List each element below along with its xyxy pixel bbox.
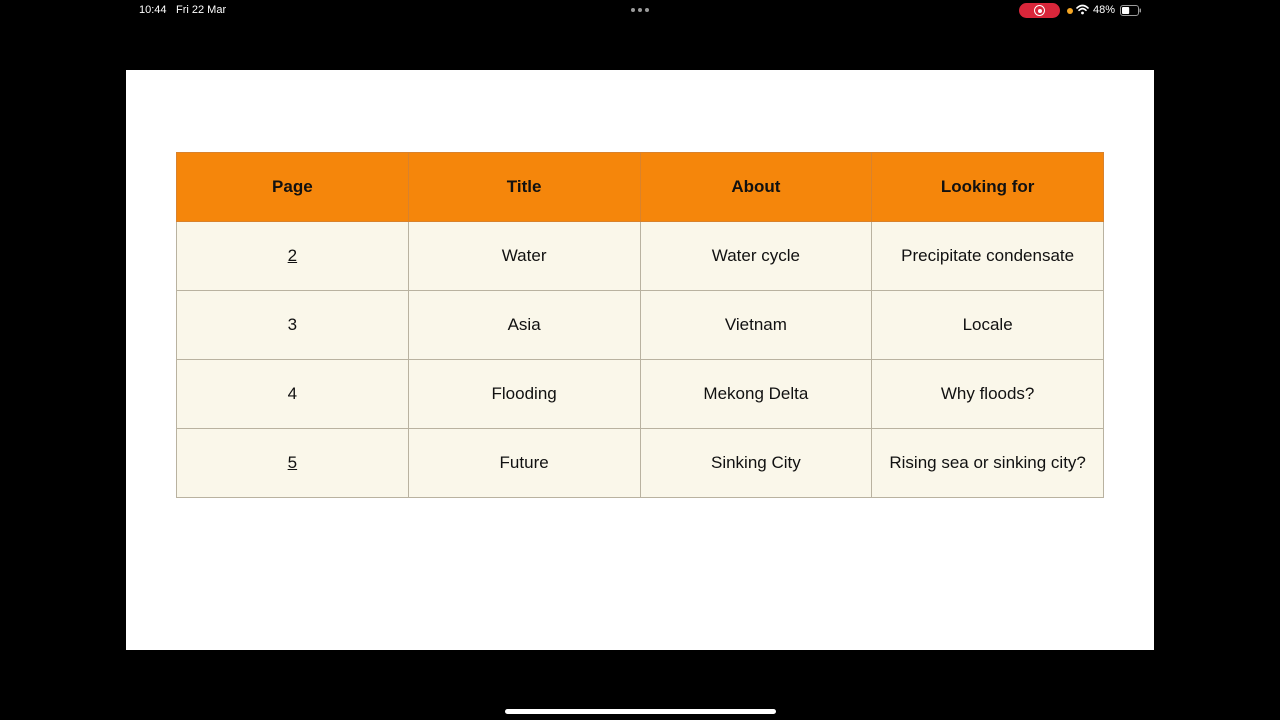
column-header-page: Page (177, 153, 409, 222)
cell-looking-for: Locale (872, 291, 1104, 360)
screen-recording-icon[interactable] (1019, 3, 1060, 18)
cell-about: Mekong Delta (640, 360, 872, 429)
cell-about: Water cycle (640, 222, 872, 291)
battery-percentage: 48% (1093, 4, 1116, 16)
home-indicator[interactable] (505, 709, 776, 714)
page-link[interactable]: 2 (287, 246, 298, 265)
table-row (177, 429, 1104, 498)
cell-page[interactable] (177, 429, 409, 498)
column-header-title: Title (408, 153, 640, 222)
multitasking-dots-icon[interactable] (631, 8, 649, 12)
status-time: 10:44 (139, 4, 167, 16)
table-row (177, 222, 1104, 291)
page-link[interactable]: 5 (287, 453, 298, 472)
cell-title: Future (408, 429, 640, 498)
status-date: Fri 22 Mar (176, 4, 227, 16)
cell-looking-for: Why floods? (872, 360, 1104, 429)
status-bar (0, 0, 1280, 22)
table-header-row (177, 153, 1104, 222)
cell-about: Sinking City (640, 429, 872, 498)
cell-page[interactable] (177, 222, 409, 291)
cell-page: 4 (177, 360, 409, 429)
slide-canvas (126, 70, 1154, 650)
microphone-indicator-icon (1067, 8, 1073, 14)
pages-table (176, 152, 1104, 498)
table-row (177, 360, 1104, 429)
cell-title: Water (408, 222, 640, 291)
column-header-looking-for: Looking for (872, 153, 1104, 222)
column-header-about: About (640, 153, 872, 222)
cell-title: Flooding (408, 360, 640, 429)
cell-looking-for: Rising sea or sinking city? (872, 429, 1104, 498)
wifi-icon (1076, 4, 1089, 15)
battery-icon (1120, 5, 1142, 16)
cell-looking-for: Precipitate condensate (872, 222, 1104, 291)
cell-page: 3 (177, 291, 409, 360)
cell-title: Asia (408, 291, 640, 360)
table-row (177, 291, 1104, 360)
cell-about: Vietnam (640, 291, 872, 360)
